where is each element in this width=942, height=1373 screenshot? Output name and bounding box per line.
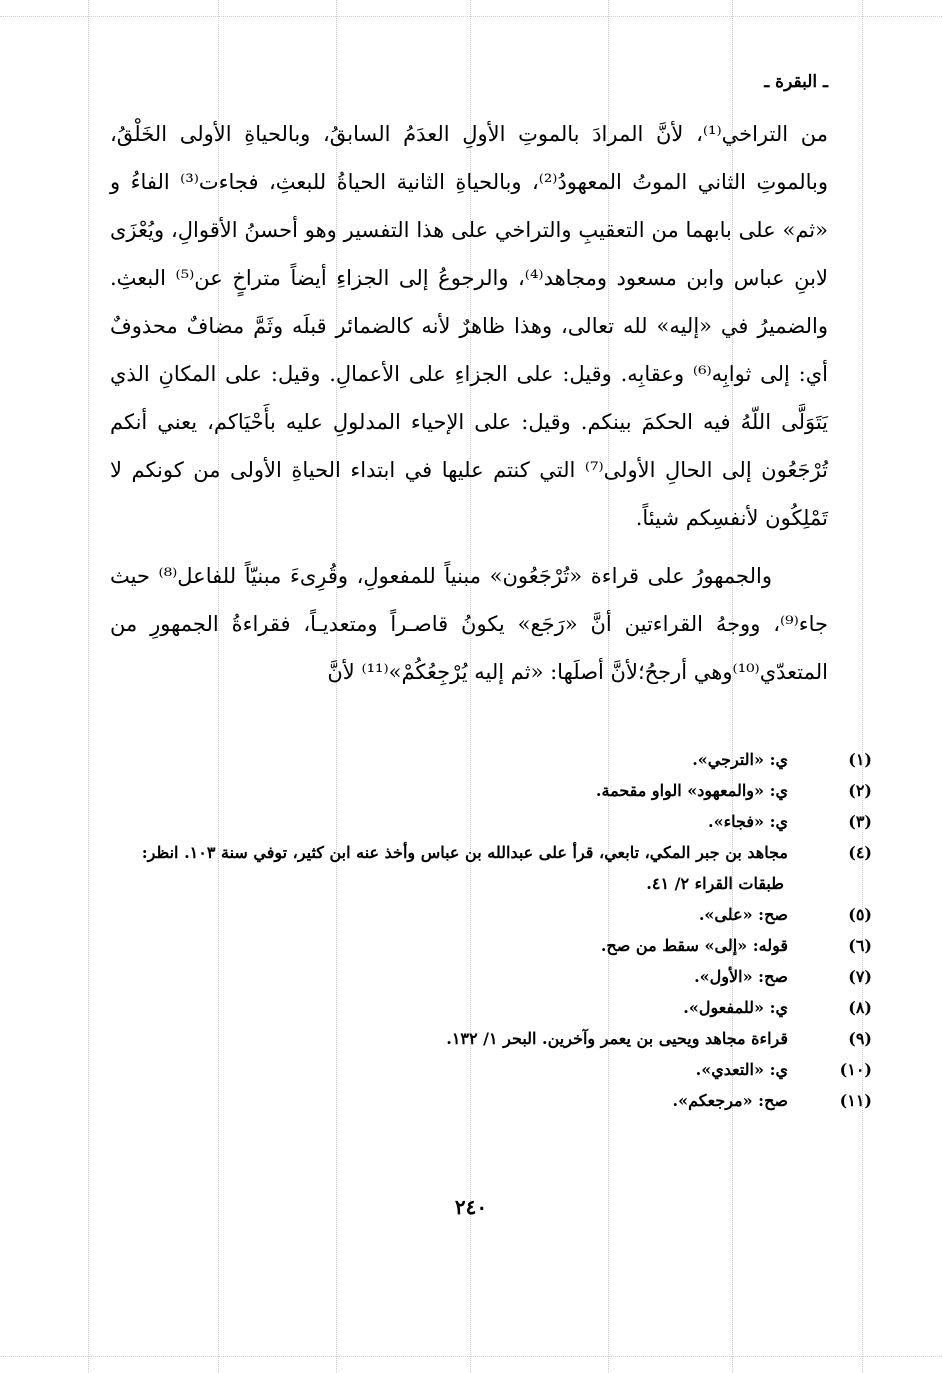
footnote — [110, 1054, 872, 1085]
footnote — [110, 744, 872, 775]
footnote-text: مجاهد بن جبر المكي، تابعي، قرأ على عبدالله بن عباس وأخذ عنه ابن كثير، توفي سنة ١٠٣. انظر: طبقات القراء ٢/ ٤١. — [141, 843, 788, 893]
body-text — [110, 110, 828, 696]
footnote-number: (١١) — [839, 1091, 872, 1110]
page-number: ٢٤٠ — [454, 1195, 488, 1219]
footnote — [110, 775, 872, 806]
footnote — [110, 1085, 872, 1116]
footnote-text: ي: «الترجي». — [692, 750, 788, 769]
scan-guide-line — [0, 1356, 942, 1357]
footnote-number: (٢) — [848, 781, 872, 800]
footnote — [110, 930, 872, 961]
paragraph: والجمهورُ على قراءة «تُرْجَعُون» مبنياً للمفعولِ، وقُرِىءَ مبنيّاً للفاعل⁽⁸⁾ حيث جاء⁽⁹⁾، ووجهُ القراءتين أنَّ «رَجَع» يكونُ قاصـراً ومتعديـاً، فقراءةُ الجمهورِ من المتعدّي⁽¹⁰⁾وهي أرجحُ؛لأنَّ أصلَها: «ثم إليه يُرْجِعُكُمْ»⁽¹¹⁾ لأنَّ — [110, 564, 828, 684]
footnote-number: (١) — [848, 750, 872, 769]
footnote — [110, 899, 872, 930]
footnote-text: قراءة مجاهد ويحيى بن يعمر وآخرين. البحر ١/ ١٣٢. — [446, 1029, 788, 1048]
footnote-text: قوله: «إلى» سقط من صح. — [600, 936, 788, 955]
footnote-number: (٣) — [848, 812, 872, 831]
footnote-number: (٨) — [848, 998, 872, 1017]
footnote-text: ي: «والمعهود» الواو مقحمة. — [595, 781, 788, 800]
footnote — [110, 837, 872, 899]
footnotes — [110, 744, 872, 1116]
scan-guide-line — [862, 0, 863, 1373]
footnote-number: (٦) — [848, 936, 872, 955]
footnote-text: ي: «للمفعول». — [683, 998, 788, 1017]
footnote-number: (٥) — [848, 905, 872, 924]
footnote-text: ي: «فجاء». — [708, 812, 788, 831]
document-page — [110, 72, 872, 1322]
footnote-text: ي: «التعدي». — [695, 1060, 788, 1079]
footnote-text: صح: «مرجعكم». — [672, 1091, 788, 1110]
footnote — [110, 961, 872, 992]
footnote-number: (٩) — [848, 1029, 872, 1048]
paragraph: من التراخي⁽¹⁾، لأنَّ المرادَ بالموتِ الأولِ العدَمُ السابقُ، وبالحياةِ الأولى الخَلْقُ، وبالموتِ الثاني الموتُ المعهودُ⁽²⁾، وبالحياةِ الثانية الحياةُ للبعثِ، فجاءت⁽³⁾ الفاءُ و «ثم» على بابهما من التعقيبِ والتراخي على هذا التفسير وهو أحسنُ الأقوالِ، ويُعْزَى لابنِ عباس وابن مسعود ومجاهد⁽⁴⁾، والرجوعُ إلى الجزاءِ أيضاً متراخٍ عن⁽⁵⁾ البعثِ. والضميرُ في «إليه» لله تعالى، وهذا ظاهرٌ لأنه كالضمائر قبلَه وثَمَّ مضافٌ محذوفٌ أي: إلى ثوابِه⁽⁶⁾ وعقابِه. وقيل: على الجزاءِ على الأعمالِ. وقيل: على المكانِ الذي يَتَوَلَّى اللّهُ فيه الحكمَ بينكم. وقيل: على الإحياء المدلولِ عليه بأَحْيَاكم، يعني أنكم تُرْجَعُون إلى الحالِ الأولى⁽⁷⁾ التي كنتم عليها في ابتداء الحياةِ الأولى من كونكم لا تَمْلِكُون لأنفسِكم شيئاً. — [110, 122, 828, 530]
running-header: ـ البقرة ـ — [764, 72, 828, 92]
footnote — [110, 806, 872, 837]
footnote-number: (٧) — [848, 967, 872, 986]
footnote-number: (٤) — [848, 843, 872, 862]
scan-guide-line — [88, 0, 89, 1373]
footnote — [110, 992, 872, 1023]
footnote-text: صح: «الأول». — [694, 967, 788, 986]
footnote-text: صح: «على». — [698, 905, 788, 924]
scan-guide-line — [0, 16, 942, 17]
footnote — [110, 1023, 872, 1054]
footnote-number: (١٠) — [839, 1060, 872, 1079]
